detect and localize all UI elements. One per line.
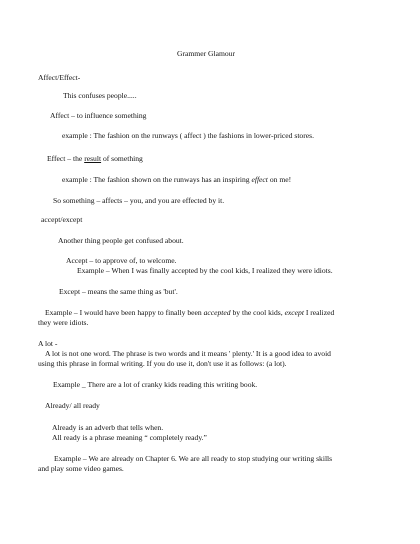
section-heading-accept-except: accept/except [41,215,83,224]
already-definition: Already is an adverb that tells when. [52,423,164,432]
page-title: Grammer Glamour [177,49,235,58]
affect-effect-summary: So something – affects – you, and you are effected by it. [53,196,225,205]
a-lot-body-line1: A lot is not one word. The phrase is two words and it means ' plenty.' It is a good idea to avoid [45,349,331,358]
section-heading-affect-effect: Affect/Effect- [38,73,81,82]
already-example-line2: and play some video games. [38,464,124,473]
affect-example: example : The fashion on the runways ( affect ) the fashions in lower-priced stores. [62,131,314,140]
except-definition: Except – means the same thing as 'but'. [59,287,178,296]
a-lot-example: Example _ There are a lot of cranky kids reading this writing book. [53,380,258,389]
a-lot-body-line2: using this phrase in formal writing. If you do use it, don't use it as follows: (a lot). [38,359,287,368]
effect-example: example : The fashion shown on the runways has an inspiring effect on me! [62,175,292,184]
all-ready-definition: All ready is a phrase meaning “ completely ready.” [52,433,207,442]
section-heading-a-lot: A lot - [38,339,58,348]
accept-example: Example – When I was finally accepted by the cool kids, I realized they were idiots. [77,266,333,275]
underlined-word: result [84,154,102,163]
accept-except-example-line2: they were idiots. [38,318,89,327]
italic-word: effect [251,175,268,184]
effect-definition: Effect – the result of something [47,154,143,163]
italic-word: accepted [203,308,231,317]
italic-word: except [284,308,304,317]
affect-definition: Affect – to influence something [50,111,147,120]
section-heading-already: Already/ all ready [45,401,100,410]
accept-except-example-line1: Example – I would have been happy to finally been accepted by the cool kids, except I realized [45,308,335,317]
accept-except-intro: Another thing people get confused about. [58,236,184,245]
already-example-line1: Example – We are already on Chapter 6. We are all ready to stop studying our writing skills [54,454,333,463]
accept-definition: Accept – to approve of, to welcome. [66,256,177,265]
affect-effect-intro: This confuses people..... [63,91,137,100]
